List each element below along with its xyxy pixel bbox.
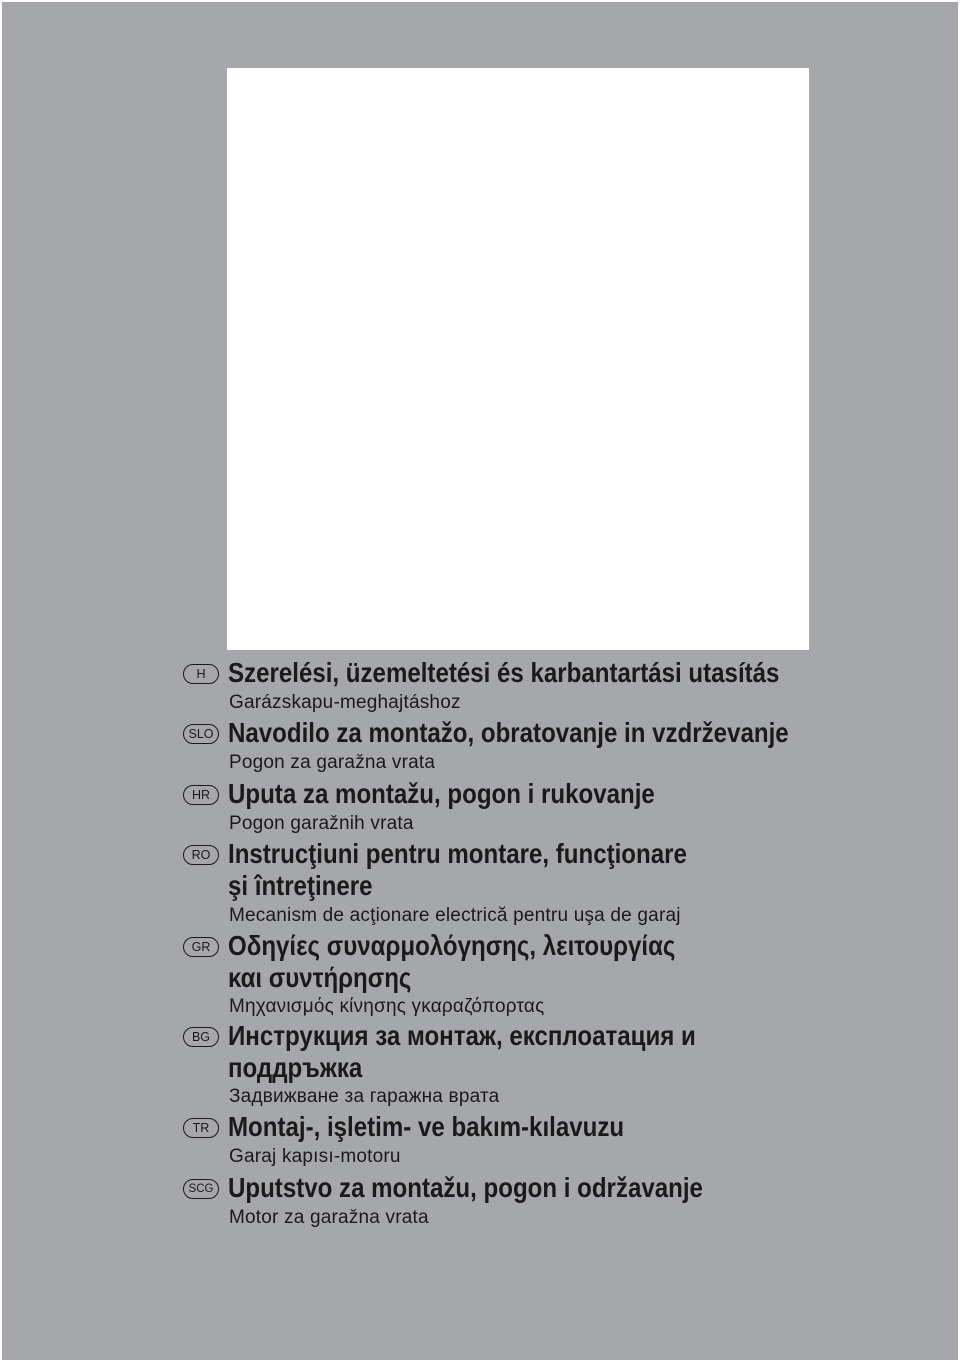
language-badge-hr: HR xyxy=(183,785,219,805)
subtitle-bg: Задвижване за гаражна врата xyxy=(229,1086,500,1107)
title-scg: Uputstvo za montažu, pogon i održavanje xyxy=(228,1172,703,1203)
language-badge-gr: GR xyxy=(183,937,219,957)
subtitle-h: Garázskapu-meghajtáshoz xyxy=(229,692,461,713)
title-ro-line-2: şi întreţinere xyxy=(228,870,373,901)
title-slo: Navodilo za montažo, obratovanje in vzdrževanje xyxy=(228,717,789,748)
title-gr-line-2: και συντήρησης xyxy=(228,962,412,993)
title-h: Szerelési, üzemeltetési és karbantartási utasítás xyxy=(228,657,780,688)
subtitle-ro: Mecanism de acţionare electrică pentru uşa de garaj xyxy=(229,905,681,926)
language-badge-bg: BG xyxy=(183,1027,219,1047)
language-badge-slo: SLO xyxy=(183,724,219,744)
title-bg-line-1: Инструкция за монтаж, експлоатация и xyxy=(228,1020,696,1051)
subtitle-hr: Pogon garažnih vrata xyxy=(229,813,414,834)
subtitle-scg: Motor za garažna vrata xyxy=(229,1207,429,1228)
subtitle-gr: Μηχανισμός κίνησης γκαραζόπορτας xyxy=(229,996,545,1017)
title-gr-line-1: Οδηγίες συναρμολόγησης, λειτουργίας xyxy=(228,930,676,961)
title-hr: Uputa za montažu, pogon i rukovanje xyxy=(228,778,655,809)
language-badge-tr: TR xyxy=(183,1118,219,1138)
title-bg-line-2: поддръжка xyxy=(228,1052,363,1083)
subtitle-slo: Pogon za garažna vrata xyxy=(229,752,436,773)
cover-image-placeholder xyxy=(227,68,809,650)
title-tr: Montaj-, işletim- ve bakım-kılavuzu xyxy=(228,1111,625,1142)
language-badge-h: H xyxy=(183,664,219,684)
title-ro-line-1: Instrucţiuni pentru montare, funcţionare xyxy=(228,838,687,869)
subtitle-tr: Garaj kapısı-motoru xyxy=(229,1146,401,1167)
language-badge-ro: RO xyxy=(183,845,219,865)
language-badge-scg: SCG xyxy=(183,1179,219,1199)
